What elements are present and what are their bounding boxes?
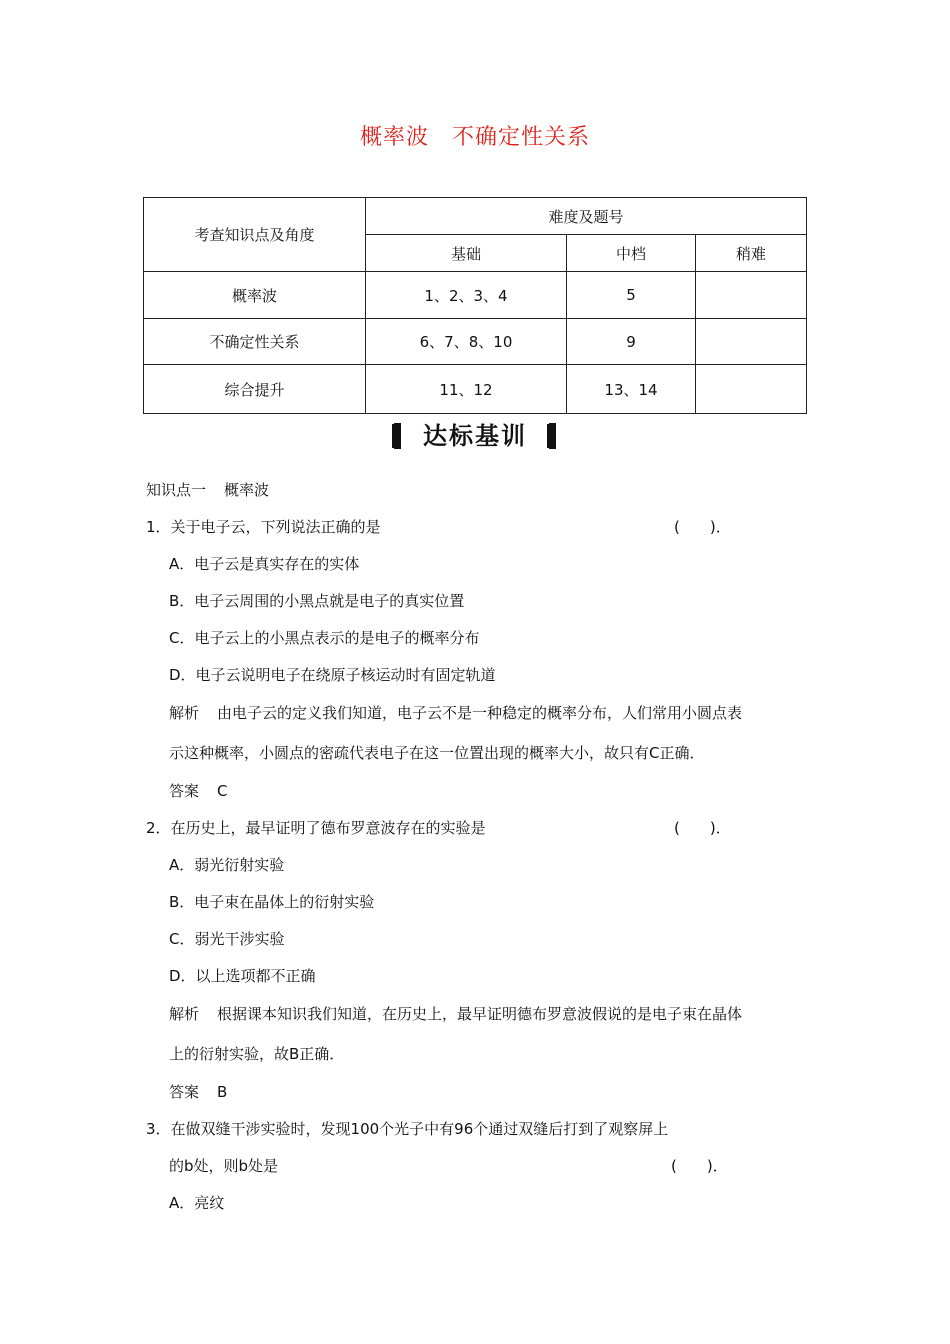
analysis-text-1: 由电子云的定义我们知道，电子云不是一种稳定的概率分布，人们常用小圆点表	[217, 704, 743, 722]
question-3-stem-cont: 的b处，则b处是	[169, 1157, 279, 1175]
table-cell-basic: 6、7、8、10	[366, 319, 567, 365]
table-row	[144, 365, 807, 414]
table-level-medium: 中档	[567, 235, 696, 272]
table-cell-hard	[696, 272, 807, 319]
question-1-stem: 1．关于电子云，下列说法正确的是	[146, 518, 381, 536]
analysis-label: 解析	[169, 704, 200, 722]
table-cell-hard	[696, 319, 807, 365]
table-level-hard: 稍难	[696, 235, 807, 272]
table-cell-hard	[696, 365, 807, 414]
question-1-analysis	[169, 702, 742, 723]
section-label: 知识点一	[146, 481, 207, 499]
table-row	[144, 319, 807, 365]
question-1-answer-blank: ( )．	[674, 518, 731, 536]
table-cell-basic: 11、12	[366, 365, 567, 414]
analysis-label: 解析	[169, 1005, 200, 1023]
question-3-stem: 3．在做双缝干涉实验时，发现100个光子中有96个通过双缝后打到了观察屏上	[146, 1120, 669, 1138]
question-2-option-c: C．弱光干涉实验	[169, 930, 285, 948]
table-header-topic: 考查知识点及角度	[144, 198, 366, 272]
table-level-basic: 基础	[366, 235, 567, 272]
section-heading	[146, 479, 269, 500]
answer-label: 答案	[169, 1083, 200, 1101]
difficulty-table	[143, 197, 807, 414]
table-cell-topic: 概率波	[144, 272, 366, 319]
table-cell-topic: 综合提升	[144, 365, 366, 414]
answer-label: 答案	[169, 782, 200, 800]
banner-text: 达标基训	[423, 422, 527, 450]
banner-bar-left	[394, 423, 401, 449]
question-1-option-a: A．电子云是真实存在的实体	[169, 555, 360, 573]
table-cell-topic: 不确定性关系	[144, 319, 366, 365]
table-header-difficulty: 难度及题号	[366, 198, 807, 235]
question-1-option-d: D．电子云说明电子在绕原子核运动时有固定轨道	[169, 666, 496, 684]
question-3-answer-blank: ( )．	[671, 1157, 728, 1175]
question-1-option-b: B．电子云周围的小黑点就是电子的真实位置	[169, 592, 465, 610]
question-2-option-b: B．电子束在晶体上的衍射实验	[169, 893, 375, 911]
table-cell-medium: 9	[567, 319, 696, 365]
question-2-option-d: D．以上选项都不正确	[169, 967, 316, 985]
banner-bar-right	[549, 423, 556, 449]
table-cell-basic: 1、2、3、4	[366, 272, 567, 319]
question-2-analysis	[169, 1003, 742, 1024]
table-row	[144, 272, 807, 319]
table-cell-medium: 13、14	[567, 365, 696, 414]
question-3-option-a: A．亮纹	[169, 1194, 225, 1212]
question-2-stem: 2．在历史上，最早证明了德布罗意波存在的实验是	[146, 819, 486, 837]
document-title: 概率波 不确定性关系	[359, 125, 590, 150]
question-2-option-a: A．弱光衍射实验	[169, 856, 285, 874]
question-2-answer	[169, 1081, 227, 1102]
section-name: 概率波	[224, 481, 270, 499]
answer-value: C	[217, 782, 228, 800]
table-cell-medium: 5	[567, 272, 696, 319]
analysis-text-1: 根据课本知识我们知道，在历史上，最早证明德布罗意波假说的是电子束在晶体	[217, 1005, 743, 1023]
answer-value: B	[217, 1083, 228, 1101]
question-2-analysis-cont: 上的衍射实验，故B正确．	[169, 1045, 345, 1063]
question-2-answer-blank: ( )．	[674, 819, 731, 837]
section-banner	[0, 416, 950, 451]
question-1-analysis-cont: 示这种概率，小圆点的密疏代表电子在这一位置出现的概率大小，故只有C正确．	[169, 744, 705, 762]
question-1-answer	[169, 780, 228, 801]
question-1-option-c: C．电子云上的小黑点表示的是电子的概率分布	[169, 629, 480, 647]
